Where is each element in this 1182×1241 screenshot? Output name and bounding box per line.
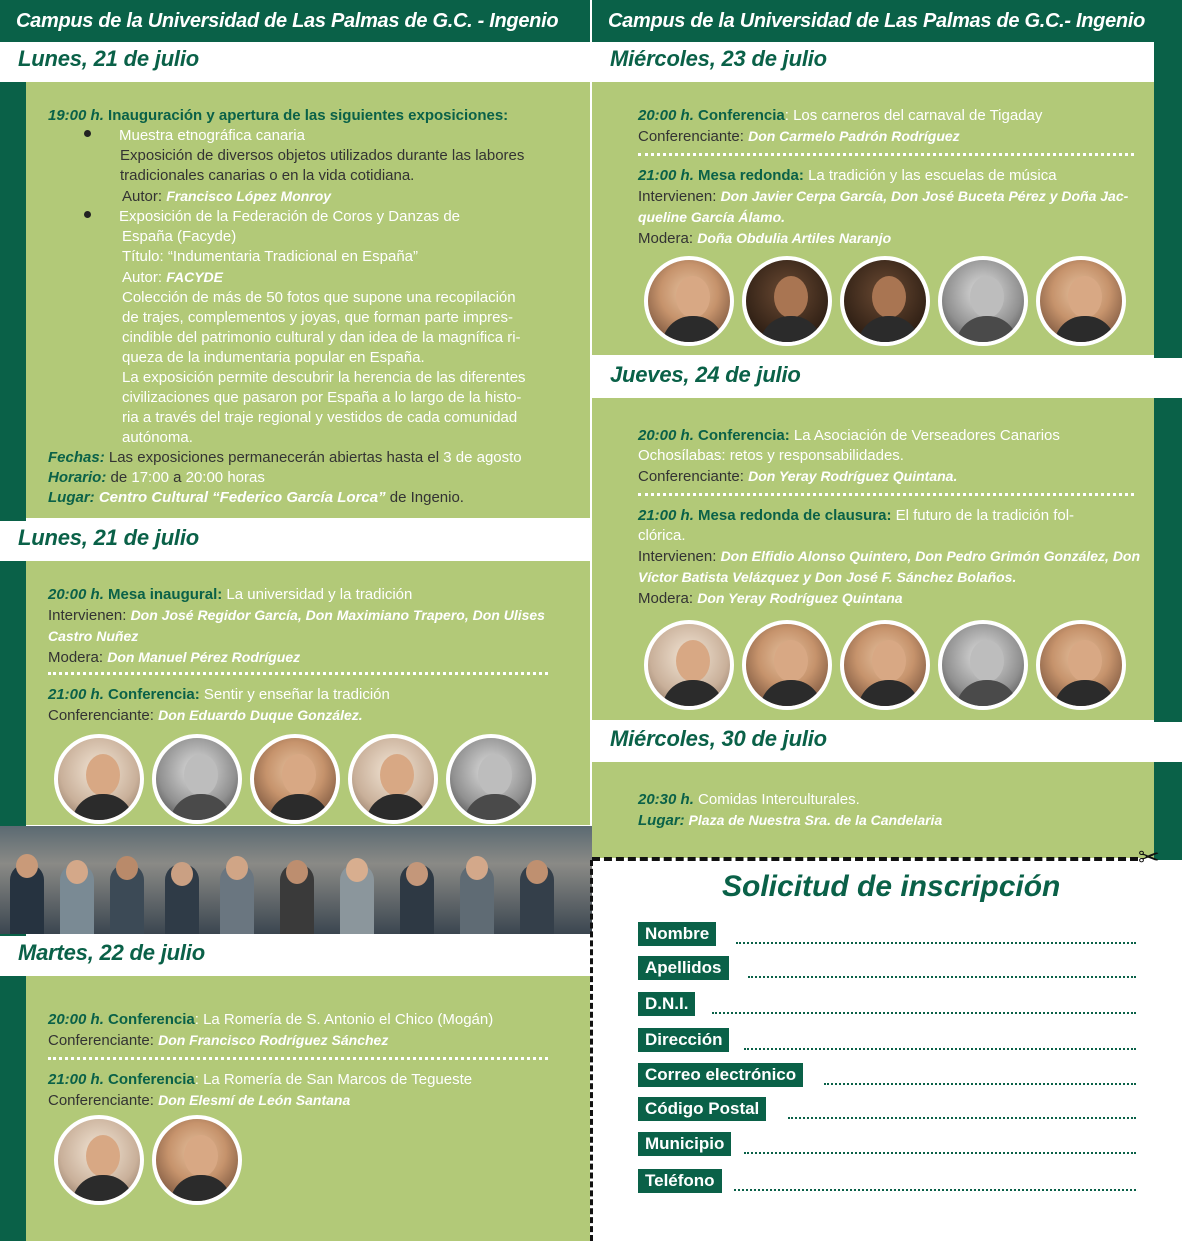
desc-line: La exposición permite descubrir la herencia de las diferentes (122, 369, 526, 386)
field-label-direcci-n: Dirección (638, 1028, 729, 1052)
desc-line: queza de la indumentaria popular en España. (122, 349, 425, 366)
day2-header (0, 521, 590, 561)
event-title: El futuro de la tradición fol- (891, 507, 1075, 524)
speakers: Don Javier Cerpa García, Don José Buceta Pérez y Doña Jac- (720, 188, 1129, 204)
event-title: La Asociación de Verseadores Canarios (789, 427, 1060, 444)
speakers: Don José Regidor García, Don Maximiano Trapero, Don Ulises (130, 607, 545, 623)
right-campus-title: Campus de la Universidad de Las Palmas de G.C.- Ingenio (608, 10, 1145, 32)
desc-line: cindible del patrimonio cultural y dan idea de la magnífica ri- (122, 329, 521, 346)
divider (638, 153, 1134, 156)
speaker: Don Carmelo Padrón Rodríguez (748, 128, 960, 144)
divider (638, 493, 1134, 496)
lugar-label: Lugar: (48, 489, 95, 506)
scissors-icon: ✂ (1138, 842, 1160, 872)
day1-block (48, 106, 588, 508)
bullet-line-2 (48, 207, 588, 227)
field-label-nombre: Nombre (638, 922, 716, 946)
time: 20:00 h. (638, 107, 694, 124)
left-campus-title: Campus de la Universidad de Las Palmas de G.C. - Ingenio (16, 10, 559, 32)
day5-title: Jueves, 24 de julio (610, 362, 801, 387)
desc-line: de trajes, complementos y joyas, que forman parte impres- (122, 309, 514, 326)
bullet-line-1 (48, 126, 588, 146)
moderator: Don Yeray Rodríguez Quintana (697, 590, 903, 606)
opening-text: Inauguración y apertura de las siguientes exposiciones: (103, 107, 509, 124)
lugar-place: Plaza de Nuestra Sra. de la Candelaria (684, 812, 943, 828)
event-title-cont: Ochosílabas: retos y responsabilidades. (638, 447, 904, 464)
event-title-cont: clórica. (638, 527, 686, 544)
desc-line: Colección de más de 50 fotos que supone una recopilación (122, 289, 516, 306)
horario-text: a (168, 469, 186, 486)
horario-label: Horario: (48, 469, 107, 486)
event-title: La universidad y la tradición (222, 586, 413, 603)
time: 21:00 h. (638, 507, 694, 524)
day4-panel (592, 82, 1154, 355)
portrait-photo (446, 734, 536, 824)
time: 20:00 h. (48, 1011, 104, 1028)
day1-panel (26, 82, 590, 518)
field-label-tel-fono: Teléfono (638, 1169, 722, 1193)
field-label-correo-electr-nico: Correo electrónico (638, 1063, 803, 1087)
event-type: Mesa redonda de clausura: (693, 507, 892, 524)
divider (48, 1057, 548, 1060)
day5-event2 (638, 506, 1148, 609)
day3-event2 (48, 1070, 588, 1111)
horario-line (48, 468, 588, 488)
day3-event1 (48, 1010, 588, 1051)
day3-panel (26, 976, 590, 1241)
event-type: Conferencia: (103, 686, 200, 703)
speaker-label: Conferenciante: (48, 707, 159, 724)
event-title: : La Romería de S. Antonio el Chico (Mogán) (194, 1011, 494, 1028)
author-name: Francisco López Monroy (166, 188, 332, 204)
field-input-line[interactable] (744, 1152, 1136, 1154)
field-input-line[interactable] (734, 1189, 1136, 1191)
event-title: : La Romería de San Marcos de Tegueste (194, 1071, 473, 1088)
portrait-photo (54, 734, 144, 824)
horario-end: 20:00 horas (185, 469, 265, 486)
field-input-line[interactable] (736, 942, 1136, 944)
portrait-photo (250, 734, 340, 824)
author-line (48, 186, 588, 207)
field-input-line[interactable] (712, 1012, 1136, 1014)
fechas-date: 3 de agosto (443, 449, 522, 466)
field-label-municipio: Municipio (638, 1132, 731, 1156)
speakers: Don Elfidio Alonso Quintero, Don Pedro Grimón González, Don (720, 548, 1141, 564)
day2-event2 (48, 685, 588, 726)
event-type: Conferencia: (693, 427, 790, 444)
author-name: FACYDE (166, 269, 223, 285)
moderator-label: Modera: (638, 230, 698, 247)
portrait-photo (1036, 256, 1126, 346)
day6-header (592, 722, 1182, 762)
speaker-label: Conferenciante: (638, 128, 749, 145)
moderator-label: Modera: (48, 649, 108, 666)
right-campus-header (592, 0, 1182, 42)
speaker-label: Conferenciante: (48, 1092, 159, 1109)
field-input-line[interactable] (748, 976, 1136, 978)
day3-header (0, 936, 590, 976)
day4-title: Miércoles, 23 de julio (610, 46, 827, 71)
day6-panel (592, 762, 1154, 858)
lugar-place: Centro Cultural “Federico García Lorca” (94, 489, 386, 506)
event-type: Mesa redonda: (693, 167, 804, 184)
portrait-photo (348, 734, 438, 824)
time: 20:00 h. (48, 586, 104, 603)
speaker: Don Elesmí de León Santana (158, 1092, 351, 1108)
speakers-cont: Víctor Batista Velázquez y Don José F. Sánchez Bolaños. (638, 569, 1017, 585)
bullet-1-text: Muestra etnográfica canaria (119, 127, 305, 144)
portrait-photo (1036, 620, 1126, 710)
horario-text: de (106, 469, 132, 486)
field-input-line[interactable] (744, 1048, 1136, 1050)
day5-event1 (638, 426, 1148, 487)
portrait-photo (938, 256, 1028, 346)
field-label-c-digo-postal: Código Postal (638, 1097, 766, 1121)
event-title: La tradición y las escuelas de música (803, 167, 1057, 184)
day1-header (0, 42, 590, 82)
desc-line: Exposición de diversos objetos utilizados durante las labores (120, 147, 525, 164)
time: 20:00 h. (638, 427, 694, 444)
day1-line-opening (48, 106, 588, 126)
desc-line: civilizaciones que pasaron por España a lo largo de la histo- (122, 389, 522, 406)
day4-event1 (638, 106, 1148, 147)
day4-header (592, 42, 1154, 82)
event-type: Mesa inaugural: (103, 586, 223, 603)
fechas-line (48, 448, 588, 468)
moderator: Don Manuel Pérez Rodríguez (107, 649, 301, 665)
event-title: : Los carneros del carnaval de Tigaday (784, 107, 1043, 124)
event-type: Conferencia (693, 107, 785, 124)
event-type: Conferencia (103, 1071, 195, 1088)
speaker-label: Conferenciante: (638, 468, 749, 485)
lugar-label: Lugar: (638, 812, 685, 829)
speakers-label: Intervienen: (48, 607, 131, 624)
portrait-photo (644, 256, 734, 346)
field-input-line[interactable] (824, 1083, 1136, 1085)
form-title: Solicitud de inscripción (722, 870, 1061, 903)
day1-title: Lunes, 21 de julio (18, 46, 199, 71)
author-line (48, 267, 588, 288)
bullet-2-cont: España (Facyde) (122, 228, 237, 245)
titulo-line: Título: “Indumentaria Tradicional en España” (122, 248, 418, 265)
day6-event1 (638, 790, 1148, 831)
audience-photo (0, 826, 592, 934)
portrait-photo (644, 620, 734, 710)
moderator: Doña Obdulia Artiles Naranjo (697, 230, 892, 246)
horario-start: 17:00 (131, 469, 169, 486)
portrait-photo (152, 734, 242, 824)
portrait-photo (840, 256, 930, 346)
field-input-line[interactable] (788, 1117, 1136, 1119)
event-title: Sentir y enseñar la tradición (199, 686, 390, 703)
left-edge-bar (0, 42, 26, 1241)
speakers-cont: queline García Álamo. (638, 209, 786, 225)
day2-event1 (48, 585, 588, 668)
bullet-icon (84, 211, 91, 218)
speakers-label: Intervienen: (638, 548, 721, 565)
cut-line (592, 857, 1138, 861)
divider (48, 672, 548, 675)
fold-line (590, 860, 593, 1241)
lugar-line (48, 488, 588, 508)
event-title: Comidas Interculturales. (693, 791, 860, 808)
lugar-end: de Ingenio. (385, 489, 464, 506)
speaker-label: Conferenciante: (48, 1032, 159, 1049)
moderator-label: Modera: (638, 590, 698, 607)
portrait-photo (742, 620, 832, 710)
speaker: Don Yeray Rodríguez Quintana. (748, 468, 958, 484)
day2-panel (26, 561, 590, 825)
field-label-apellidos: Apellidos (638, 956, 729, 980)
time: 21:00 h. (638, 167, 694, 184)
day5-panel (592, 398, 1154, 720)
speakers-cont: Castro Nuñez (48, 628, 139, 644)
speaker: Don Francisco Rodríguez Sánchez (158, 1032, 389, 1048)
portrait-photo (938, 620, 1028, 710)
bullet-2-text: Exposición de la Federación de Coros y Danzas de (119, 208, 461, 225)
time: 19:00 h. (48, 107, 104, 124)
fechas-label: Fechas: (48, 449, 105, 466)
time: 21:00 h. (48, 686, 104, 703)
day2-title: Lunes, 21 de julio (18, 525, 199, 550)
speakers-label: Intervienen: (638, 188, 721, 205)
fechas-text: Las exposiciones permanecerán abiertas hasta el (104, 449, 444, 466)
day3-title: Martes, 22 de julio (18, 940, 205, 965)
time: 20:30 h. (638, 791, 694, 808)
event-type: Conferencia (103, 1011, 195, 1028)
speaker: Don Eduardo Duque González. (158, 707, 363, 723)
left-campus-header (0, 0, 590, 42)
portrait-photo (840, 620, 930, 710)
author-label: Autor: (122, 269, 167, 286)
desc-line: tradicionales canarias o en la vida cotidiana. (120, 167, 415, 184)
portrait-photo (54, 1115, 144, 1205)
bullet-icon (84, 130, 91, 137)
day6-title: Miércoles, 30 de julio (610, 726, 827, 751)
day4-event2 (638, 166, 1148, 249)
author-label: Autor: (122, 188, 167, 205)
desc-line: ria a través del traje regional y vestidos de cada comunidad (122, 409, 518, 426)
time: 21:00 h. (48, 1071, 104, 1088)
portrait-photo (152, 1115, 242, 1205)
desc-line: autónoma. (122, 429, 193, 446)
day5-header (592, 358, 1182, 398)
field-label-d-n-i-: D.N.I. (638, 992, 695, 1016)
portrait-photo (742, 256, 832, 346)
